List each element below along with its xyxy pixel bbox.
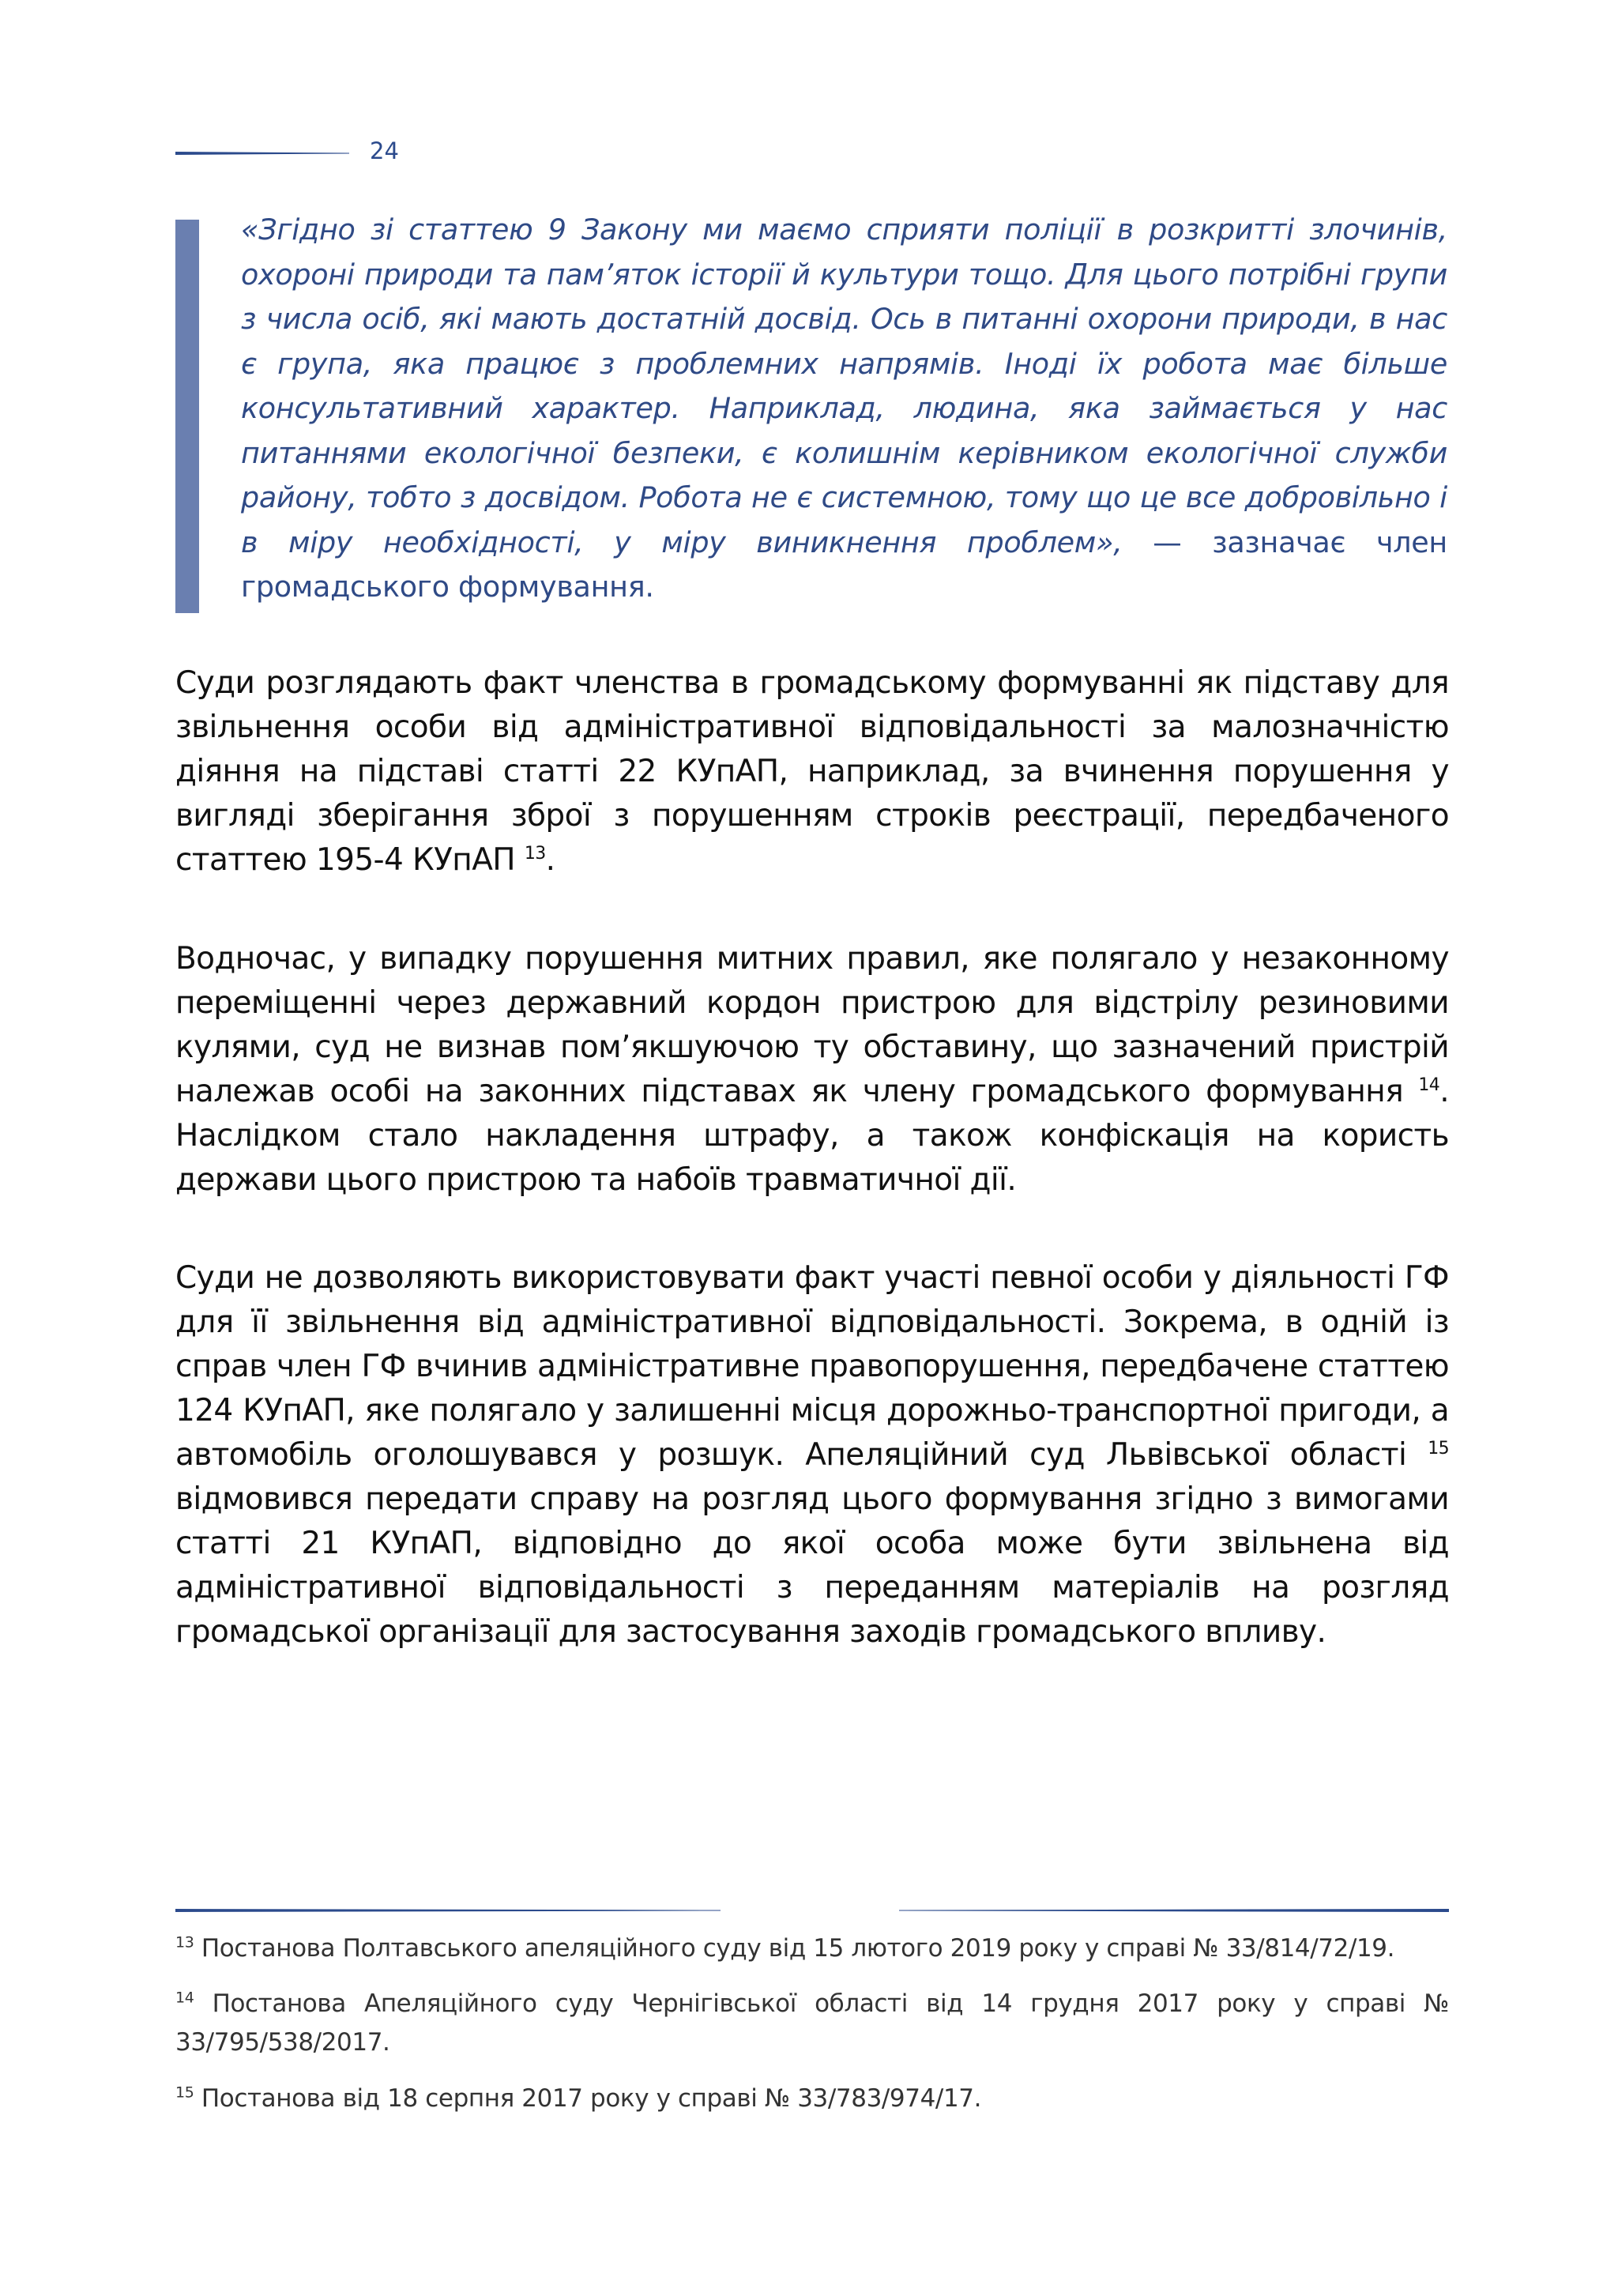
footnote-rule-right — [899, 1907, 1449, 1914]
paragraph-3-tail: відмовився передати справу на розгляд цього формування згідно з вимогами статті 21 КУпАП, відповідно до якої особа може бути звільнена від адміністративної відповідальності з переданням матеріалів на розгляд громадської організації для застосування заходів громадського впливу. — [175, 1481, 1449, 1650]
footnote-15 — [175, 2080, 1449, 2118]
header-rule — [175, 150, 349, 156]
paragraph-1 — [175, 661, 1449, 883]
quote-attribution: — зазначає член громадського формування. — [241, 525, 1447, 604]
quote-text: «Згідно зі статтею 9 Закону ми маємо сприяти поліції в розкритті злочинів, охороні природи та пам’яток історії й культури тощо. Для цього потрібні групи з числа осіб, які мають достатній досвід. Ось в питанні охорони природи, в нас є група, яка працює з проблемних напрямів. Іноді їх робота має більше консультативний характер. Наприклад, людина, яка займається у нас питаннями екологічної безпеки, є колишнім керівником екологічної служби району, тобто з досвідом. Робота не є системною, тому що це все добровільно і в міру необхідності, у міру виникнення проблем», — [241, 213, 1447, 559]
paragraph-1-tail: . — [545, 842, 555, 878]
footnote-text: Постанова Полтавського апеляційного суду від 15 лютого 2019 року у справі № 33/814/72/19. — [201, 1934, 1395, 1963]
block-quote — [241, 208, 1447, 610]
footnote-ref-15[interactable]: 15 — [1428, 1439, 1449, 1459]
footnote-rule-left — [175, 1907, 721, 1914]
footnote-text: Постанова від 18 серпня 2017 року у справі № 33/783/974/17. — [201, 2084, 982, 2113]
paragraph-2-text: Водночас, у випадку порушення митних правил, яке полягало у незаконному переміщенні через державний кордон пристрою для відстрілу резиновими кулями, суд не визнав пом’якшуючою ту обставину, що зазначений пристрій належав особі на законних підставах як члену громадського формування — [175, 941, 1449, 1109]
quote-bar — [175, 220, 199, 613]
footnote-ref-13[interactable]: 13 — [524, 844, 546, 864]
footnote-number: 13 — [175, 1933, 194, 1952]
paragraph-3 — [175, 1256, 1449, 1654]
paragraph-2-tail: . Наслідком стало накладення штрафу, а також конфіскація на користь держави цього пристрою та набоїв травматичної дії. — [175, 1074, 1449, 1198]
paragraph-3-text: Суди не дозволяють використовувати факт участі певної особи у діяльності ГФ для її звільнення від адміністративної відповідальності. Зокрема, в одній із справ член ГФ вчинив адміністративне правопорушення, передбачене статтею 124 КУпАП, яке полягало у залишенні місця дорожньо-транспортної пригоди, а автомобіль оголошувався у розшук. Апеляційний суд Львівської області — [175, 1260, 1449, 1473]
footnote-13 — [175, 1929, 1449, 1968]
footnote-text: Постанова Апеляційного суду Чернігівської області від 14 грудня 2017 року у справі № 33/795/538/2017. — [175, 1989, 1449, 2057]
footnote-number: 15 — [175, 2083, 194, 2102]
footnote-ref-14[interactable]: 14 — [1418, 1075, 1440, 1095]
paragraph-1-text: Суди розглядають факт членства в громадському формуванні як підставу для звільнення особи від адміністративної відповідальності за малозначністю діяння на підставі статті 22 КУпАП, наприклад, за вчинення порушення у вигляді зберігання зброї з порушенням строків реєстрації, передбаченого статтею 195-4 КУпАП — [175, 665, 1449, 878]
footnote-number: 14 — [175, 1989, 194, 2007]
footnote-14 — [175, 1985, 1449, 2062]
page-number: 24 — [370, 137, 399, 164]
paragraph-2 — [175, 937, 1449, 1203]
